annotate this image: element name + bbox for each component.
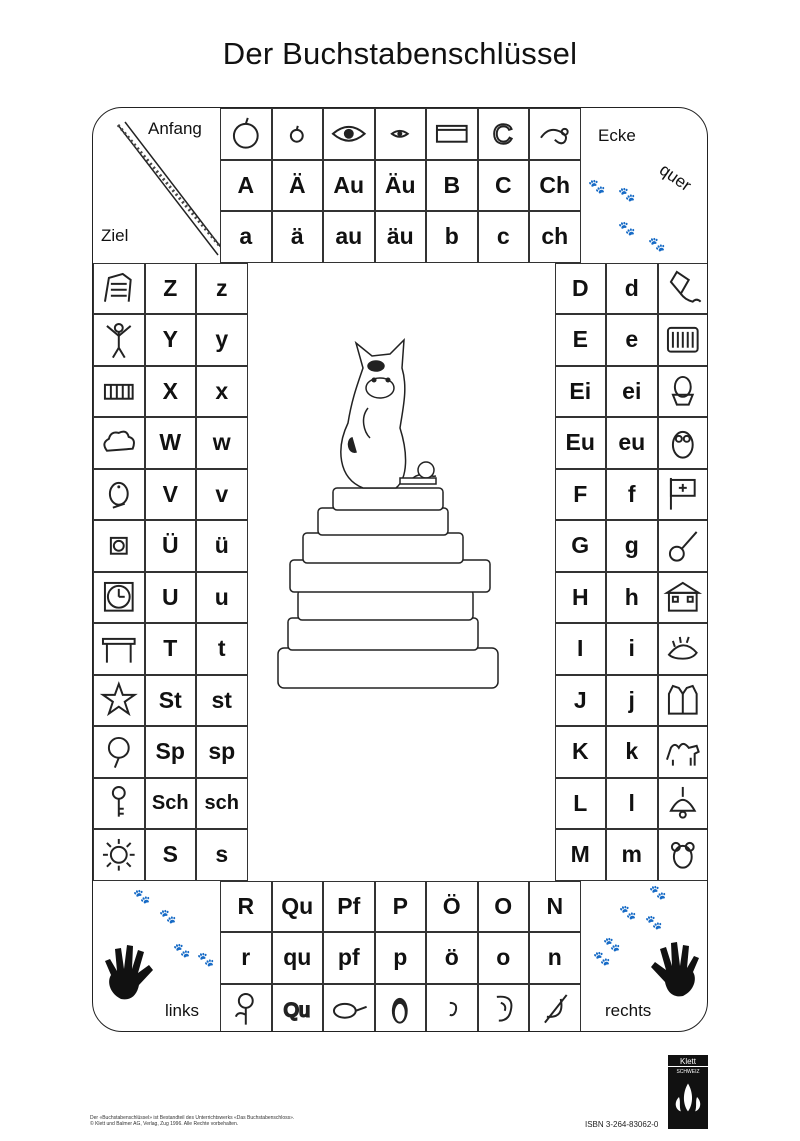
letter-cell-lower: h — [606, 572, 658, 624]
letter-cell-upper: D — [555, 263, 607, 315]
paw-icon: 🐾 — [603, 936, 621, 952]
isbn: ISBN 3-264-83062-0 — [585, 1120, 659, 1129]
cat-on-books-illustration — [268, 328, 508, 718]
letter-cell-upper: Ch — [529, 160, 581, 212]
sun-icon — [99, 835, 139, 875]
letter-cell-upper: K — [555, 726, 607, 778]
letter-cell-upper: Ä — [272, 160, 324, 212]
letter-cell-upper: M — [555, 829, 607, 881]
letter-cell-lower: t — [196, 623, 248, 675]
chameleon-icon — [535, 114, 575, 154]
left-icon-cell — [93, 675, 145, 727]
letter-cell-lower: ö — [426, 932, 478, 984]
page-title: Der Buchstabenschlüssel — [222, 36, 578, 71]
letter-cell-lower: i — [606, 623, 658, 675]
letter-cell-lower: n — [529, 932, 581, 984]
footer-text — [90, 1115, 450, 1127]
jacket-icon — [663, 680, 703, 720]
top-icon-cell — [529, 108, 581, 160]
mirror-icon — [99, 732, 139, 772]
left-icon-cell — [93, 520, 145, 572]
left-hand-icon — [101, 941, 159, 1001]
letter-cell-lower: p — [375, 932, 427, 984]
mouse-icon — [663, 835, 703, 875]
letter-cell-lower: a — [220, 211, 272, 263]
letter-cell-upper: Qu — [272, 881, 324, 933]
bottom-icon-cell — [220, 984, 272, 1033]
svg-text:Qu: Qu — [284, 1000, 311, 1023]
letter-cell-upper: Sp — [145, 726, 197, 778]
needle-icon — [535, 989, 575, 1029]
cloud-icon — [99, 423, 139, 463]
footer-line-1: Der «Buchstabenschlüssel» ist Bestandteil des Unterrichtswerks «Das Buchstabenschloss». — [90, 1115, 295, 1121]
left-icon-cell — [93, 263, 145, 315]
bottom-icon-cell — [323, 984, 375, 1033]
letters-qu-icon — [277, 989, 317, 1029]
letter-cell-upper: Sch — [145, 778, 197, 830]
footer-line-2: © Klett und Balmer AG, Verlag, Zug 1996. Alle Rechte vorbehalten. — [90, 1121, 239, 1127]
top-icon-cell — [220, 108, 272, 160]
letter-cell-lower: b — [426, 211, 478, 263]
small-ear-icon — [432, 989, 472, 1029]
letter-cell-upper: L — [555, 778, 607, 830]
right-label: rechts — [605, 1001, 652, 1020]
letter-board — [92, 107, 708, 1032]
bottom-icon-cell — [426, 984, 478, 1033]
letter-cell-lower: j — [606, 675, 658, 727]
letter-cell-upper: V — [145, 469, 197, 521]
star-icon — [99, 680, 139, 720]
pencil-case-icon — [663, 320, 703, 360]
paw-icon: 🐾 — [648, 236, 666, 252]
letter-cell-upper: U — [145, 572, 197, 624]
clock-icon — [99, 577, 139, 617]
letter-cell-lower: ä — [272, 211, 324, 263]
letter-cell-upper: H — [555, 572, 607, 624]
letter-cell-lower: ü — [196, 520, 248, 572]
pan-icon — [329, 989, 369, 1029]
left-label: links — [165, 1001, 200, 1020]
letter-cell-upper: S — [145, 829, 197, 881]
letter-cell-upper: C — [478, 160, 530, 212]
letter-cell-lower: r — [220, 932, 272, 984]
top-icon-cell — [426, 108, 478, 160]
zebra-icon — [99, 268, 139, 308]
house-icon — [663, 577, 703, 617]
flag-icon — [663, 474, 703, 514]
letter-cell-lower: d — [606, 263, 658, 315]
right-icon-cell — [658, 623, 709, 675]
penguin-icon — [380, 989, 420, 1029]
letter-cell-lower: äu — [375, 211, 427, 263]
letter-cell-upper: A — [220, 160, 272, 212]
right-icon-cell — [658, 829, 709, 881]
letter-cell-upper: Eu — [555, 417, 607, 469]
letter-cell-upper: N — [529, 881, 581, 933]
apple-icon — [226, 114, 266, 154]
left-icon-cell — [93, 829, 145, 881]
letter-cell-upper: R — [220, 881, 272, 933]
small-clock-icon — [99, 526, 139, 566]
letter-cell-lower: y — [196, 314, 248, 366]
letter-cell-upper: Z — [145, 263, 197, 315]
paw-icon: 🐾 — [649, 884, 667, 900]
hedgehog-icon — [663, 629, 703, 669]
table-icon — [99, 629, 139, 669]
letter-cell-lower: qu — [272, 932, 324, 984]
letter-cell-lower: u — [196, 572, 248, 624]
left-icon-cell — [93, 366, 145, 418]
right-icon-cell — [658, 263, 709, 315]
letter-cell-lower: m — [606, 829, 658, 881]
letter-cell-lower: c — [478, 211, 530, 263]
letter-cell-lower: sp — [196, 726, 248, 778]
small-apple-icon — [277, 114, 317, 154]
letter-cell-lower: x — [196, 366, 248, 418]
letter-cell-upper: Ü — [145, 520, 197, 572]
left-icon-cell — [93, 314, 145, 366]
paw-icon: 🐾 — [159, 908, 177, 924]
paw-icon: 🐾 — [645, 914, 663, 930]
paw-icon: 🐾 — [197, 951, 215, 967]
guitar-icon — [663, 526, 703, 566]
yoga-icon — [99, 320, 139, 360]
letter-cell-lower: g — [606, 520, 658, 572]
xylophone-icon — [99, 371, 139, 411]
letter-cell-upper: Ö — [426, 881, 478, 933]
klett-emblem-icon — [670, 1079, 706, 1115]
right-hand-icon — [645, 938, 703, 998]
letter-cell-lower: e — [606, 314, 658, 366]
left-icon-cell — [93, 623, 145, 675]
letter-cell-upper: Y — [145, 314, 197, 366]
paw-icon: 🐾 — [588, 178, 606, 194]
right-icon-cell — [658, 520, 709, 572]
paw-icon: 🐾 — [619, 904, 637, 920]
corner-label: Ecke — [598, 126, 636, 145]
letter-cell-lower: st — [196, 675, 248, 727]
letter-cell-lower: l — [606, 778, 658, 830]
camel-icon — [663, 732, 703, 772]
svg-text:C: C — [493, 118, 514, 150]
top-icon-cell — [478, 108, 530, 160]
egg-icon — [663, 371, 703, 411]
pencil-icon — [113, 120, 223, 260]
letter-cell-lower: eu — [606, 417, 658, 469]
letter-cell-lower: ei — [606, 366, 658, 418]
letter-cell-lower: au — [323, 211, 375, 263]
top-icon-cell — [272, 108, 324, 160]
right-icon-cell — [658, 469, 709, 521]
letter-cell-upper: F — [555, 469, 607, 521]
letter-cell-lower: z — [196, 263, 248, 315]
right-icon-cell — [658, 726, 709, 778]
top-icon-cell — [323, 108, 375, 160]
ear-icon — [483, 989, 523, 1029]
across-label: quer — [655, 160, 695, 196]
right-icon-cell — [658, 366, 709, 418]
letter-cell-lower: sch — [196, 778, 248, 830]
right-icon-cell — [658, 778, 709, 830]
small-eye-icon — [380, 114, 420, 154]
letter-cell-upper: Au — [323, 160, 375, 212]
letter-cell-upper: W — [145, 417, 197, 469]
letter-cell-lower: k — [606, 726, 658, 778]
left-icon-cell — [93, 726, 145, 778]
kite-icon — [663, 268, 703, 308]
paw-icon: 🐾 — [133, 888, 151, 904]
bottom-icon-cell — [272, 984, 324, 1033]
rose-icon — [226, 989, 266, 1029]
letter-cell-upper: X — [145, 366, 197, 418]
bird-icon — [99, 474, 139, 514]
left-icon-cell — [93, 469, 145, 521]
paw-icon: 🐾 — [618, 186, 636, 202]
key-icon — [99, 783, 139, 823]
letter-cell-lower: s — [196, 829, 248, 881]
right-icon-cell — [658, 417, 709, 469]
left-icon-cell — [93, 417, 145, 469]
letter-cell-lower: f — [606, 469, 658, 521]
bottom-icon-cell — [529, 984, 581, 1033]
letter-c-icon — [483, 114, 523, 154]
start-label: Anfang — [148, 119, 202, 138]
letter-cell-upper: T — [145, 623, 197, 675]
logo-sub: SCHWEIZ — [676, 1069, 700, 1075]
letter-cell-upper: O — [478, 881, 530, 933]
paw-icon: 🐾 — [593, 950, 611, 966]
letter-cell-upper: St — [145, 675, 197, 727]
right-icon-cell — [658, 572, 709, 624]
bottom-icon-cell — [375, 984, 427, 1033]
logo-name: Klett — [668, 1055, 708, 1067]
letter-cell-upper: Äu — [375, 160, 427, 212]
top-icon-cell — [375, 108, 427, 160]
letter-cell-upper: E — [555, 314, 607, 366]
letter-cell-upper: G — [555, 520, 607, 572]
right-icon-cell — [658, 314, 709, 366]
letter-cell-upper: I — [555, 623, 607, 675]
letter-cell-upper: J — [555, 675, 607, 727]
paw-icon: 🐾 — [618, 220, 636, 236]
letter-cell-lower: v — [196, 469, 248, 521]
book-icon — [432, 114, 472, 154]
letter-cell-upper: B — [426, 160, 478, 212]
letter-cell-upper: P — [375, 881, 427, 933]
lamp-icon — [663, 783, 703, 823]
letter-cell-lower: ch — [529, 211, 581, 263]
paw-icon: 🐾 — [173, 942, 191, 958]
letter-cell-lower: o — [478, 932, 530, 984]
finish-label: Ziel — [101, 226, 129, 245]
letter-cell-upper: Pf — [323, 881, 375, 933]
eye-icon — [329, 114, 369, 154]
publisher-logo — [668, 1055, 708, 1129]
left-icon-cell — [93, 778, 145, 830]
letter-cell-lower: pf — [323, 932, 375, 984]
letter-cell-lower: w — [196, 417, 248, 469]
letter-cell-upper: Ei — [555, 366, 607, 418]
owl-icon — [663, 423, 703, 463]
right-icon-cell — [658, 675, 709, 727]
bottom-icon-cell — [478, 984, 530, 1033]
left-icon-cell — [93, 572, 145, 624]
